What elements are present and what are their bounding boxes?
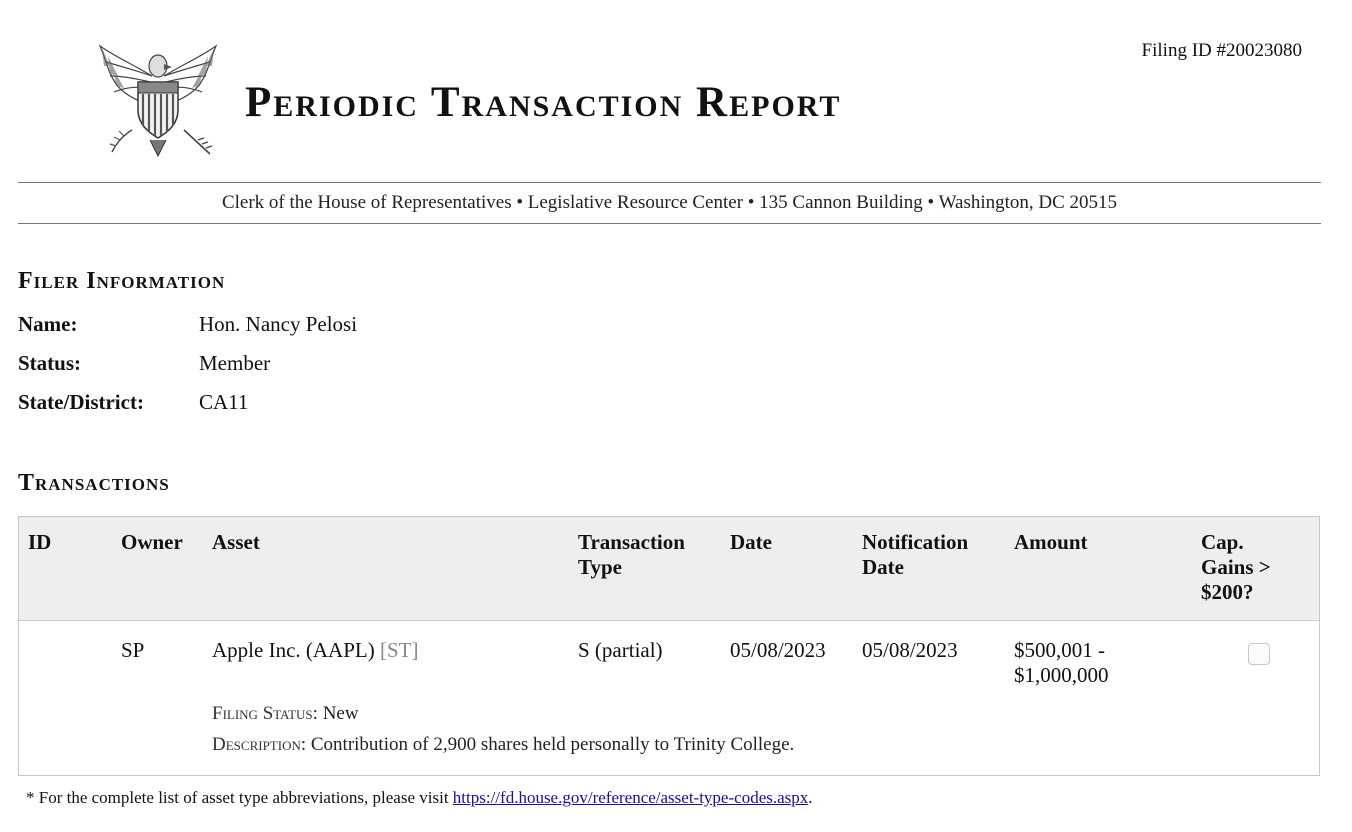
filer-name-row xyxy=(18,312,357,351)
filing-id: Filing ID #20023080 xyxy=(1141,40,1302,61)
description-line xyxy=(212,734,794,756)
cell-asset-name: Apple Inc. (AAPL) xyxy=(212,638,375,662)
cap-gains-checkbox[interactable] xyxy=(1248,643,1270,665)
footnote-text: * For the complete list of asset type abbreviations, please visit xyxy=(26,788,449,807)
filer-state-district-value: CA11 xyxy=(199,390,249,414)
cell-amount-line2: $1,000,000 xyxy=(1014,663,1109,687)
transactions-table-header xyxy=(19,517,1319,621)
description-colon: : xyxy=(300,734,311,755)
column-header-transaction-type-line2: Type xyxy=(578,555,622,579)
office-address: Clerk of the House of Representatives • Legislative Resource Center • 135 Cannon Building • Washington, DC 20515 xyxy=(18,182,1321,224)
cell-asset-type-tag: [ST] xyxy=(379,638,419,662)
column-header-date: Date xyxy=(730,530,772,554)
cell-notification-date: 05/08/2023 xyxy=(862,638,958,662)
filing-status-label: Filing Status xyxy=(212,703,313,724)
filer-state-district-row xyxy=(18,390,357,429)
cell-asset xyxy=(212,638,418,663)
footnote xyxy=(26,788,813,808)
asset-type-codes-link[interactable]: https://fd.house.gov/reference/asset-type-codes.aspx xyxy=(452,788,809,807)
cell-owner: SP xyxy=(121,638,145,662)
table-row xyxy=(19,621,1319,776)
filer-information-heading: Filer Information xyxy=(18,268,226,294)
filer-state-district-label: State/District: xyxy=(18,390,144,414)
description-value: Contribution of 2,900 shares held personally to Trinity College. xyxy=(310,734,795,755)
filing-status-value: New xyxy=(322,703,359,724)
cell-amount-line1: $500,001 - xyxy=(1014,638,1105,662)
filer-status-label: Status: xyxy=(18,351,82,375)
filer-status-row xyxy=(18,351,357,390)
cell-transaction-type: S (partial) xyxy=(578,638,663,662)
report-title: Periodic Transaction Report xyxy=(245,79,842,126)
column-header-transaction-type xyxy=(578,530,685,580)
filing-status-line xyxy=(212,703,359,725)
filer-name-label: Name: xyxy=(18,312,78,336)
column-header-cap-gains-line3: $200? xyxy=(1201,580,1254,604)
column-header-notification-date-line2: Date xyxy=(862,555,904,579)
house-eagle-seal-icon xyxy=(92,36,224,160)
filer-name-value: Hon. Nancy Pelosi xyxy=(199,312,358,336)
cell-date: 05/08/2023 xyxy=(730,638,826,662)
description-label: Description xyxy=(212,734,301,755)
transactions-table xyxy=(18,516,1320,776)
column-header-cap-gains xyxy=(1201,530,1271,605)
column-header-notification-date xyxy=(862,530,968,580)
column-header-owner: Owner xyxy=(121,530,183,554)
column-header-id: ID xyxy=(28,530,52,554)
column-header-amount: Amount xyxy=(1014,530,1088,554)
filing-status-colon: : xyxy=(312,703,323,724)
filer-information xyxy=(18,312,357,429)
column-header-cap-gains-line2: Gains > xyxy=(1201,555,1271,579)
column-header-transaction-type-line1: Transaction xyxy=(578,530,685,554)
column-header-asset: Asset xyxy=(212,530,260,554)
footnote-period: . xyxy=(808,788,813,807)
cell-amount xyxy=(1014,638,1109,688)
transactions-heading: Transactions xyxy=(18,470,170,496)
column-header-notification-date-line1: Notification xyxy=(862,530,969,554)
filer-status-value: Member xyxy=(199,351,271,375)
column-header-cap-gains-line1: Cap. xyxy=(1201,530,1244,554)
